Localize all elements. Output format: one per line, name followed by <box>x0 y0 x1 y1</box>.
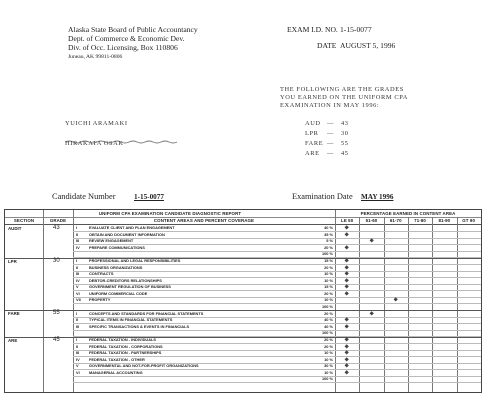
row-number: IV <box>76 244 80 250</box>
report-title: UNIFORM CPA EXAMINATION CANDIDATE DIAGNOSTIC REPORT <box>98 211 242 216</box>
content-area-name: FEDERAL TAXATION - CORPORATIONS <box>89 343 163 349</box>
coverage-percent: 40 % <box>324 225 333 230</box>
content-area-name: FEDERAL TAXATION - OTHER <box>89 356 145 362</box>
content-area-name: TYPICAL ITEMS IN FINANCIAL STATEMENTS <box>89 317 173 322</box>
coverage-percent: 100 % <box>321 251 333 256</box>
row-number: IV <box>76 277 80 283</box>
score-range-marker <box>345 291 350 296</box>
date-label: DATE <box>317 41 337 50</box>
section-grade: 30 <box>53 257 60 264</box>
coverage-percent: 20 % <box>324 337 333 342</box>
section-grade: 55 <box>53 310 60 316</box>
exam-date-label: Examination Date <box>292 192 353 201</box>
division-address: Div. of Occ. Licensing, Box 110806 <box>68 43 178 52</box>
grade-row-are: ARE — 45 <box>305 150 349 157</box>
score-range-marker <box>345 338 350 343</box>
coverage-percent: 20 % <box>324 244 333 250</box>
row-number: III <box>76 271 80 276</box>
coverage-percent: 30 % <box>324 363 333 368</box>
coverage-percent: 20 % <box>324 310 333 316</box>
row-number: III <box>76 350 80 355</box>
score-range-marker <box>345 245 350 250</box>
intro-line-2: YOU EARNED ON THE UNIFORM CPA <box>280 94 409 101</box>
grades-list <box>305 119 349 159</box>
content-area-name: FEDERAL TAXATION - INDIVIDUALS <box>89 337 157 342</box>
row-number: V <box>76 363 79 368</box>
board-name: Alaska State Board of Public Accountancy <box>68 25 198 34</box>
score-range-marker <box>345 285 350 290</box>
exam-id-value: 1-15-0077 <box>340 25 372 34</box>
candidate-address: HIRAKATA OSAK <box>65 140 124 147</box>
row-number: III <box>76 238 80 243</box>
coverage-percent: 40 % <box>324 317 333 322</box>
coverage-percent: 40 % <box>324 323 333 329</box>
content-area-name: SPECIFIC TRANSACTIONS & EVENTS IN FINANCIALS <box>89 323 190 329</box>
score-range-marker <box>345 278 350 283</box>
content-area-name: REVIEW ENGAGEMENT <box>89 238 134 243</box>
section-name: LPR <box>8 258 17 264</box>
range-header: 61-70 <box>389 218 402 223</box>
coverage-percent: 100 % <box>321 330 333 335</box>
intro-line-3: EXAMINATION IN MAY 1996: <box>280 102 380 109</box>
redacted-line <box>65 131 180 134</box>
score-range-marker <box>345 226 350 231</box>
score-range-marker <box>345 344 350 349</box>
score-range-marker <box>345 351 350 356</box>
content-area-name: PROFESSIONAL AND LEGAL RESPONSIBILITIES <box>89 258 181 263</box>
score-range-marker <box>345 265 350 270</box>
score-range-marker <box>393 298 398 303</box>
content-area-name: BUSINESS ORGANIZATIONS <box>89 264 143 270</box>
score-range-marker <box>345 318 350 323</box>
coverage-percent: 15 % <box>324 258 333 263</box>
row-number: VI <box>76 290 80 296</box>
row-number: II <box>76 264 79 270</box>
content-area-name: UNIFORM COMMERCIAL CODE <box>89 290 148 296</box>
row-number: I <box>76 310 78 316</box>
coverage-percent: 10 % <box>324 271 333 276</box>
section-header: SECTION <box>13 218 35 223</box>
section-grade: 45 <box>53 336 60 343</box>
content-area-name: PREPARE COMMUNICATIONS <box>89 244 145 250</box>
content-area-name: CONTRACTS <box>89 271 114 276</box>
exam-date-value: MAY 1996 <box>361 193 394 201</box>
score-range-marker <box>345 357 350 362</box>
score-range-marker <box>369 311 374 316</box>
percentage-title: PERCENTAGE EARNED IN CONTENT AREA <box>360 211 456 216</box>
coverage-percent: 15 % <box>324 284 333 289</box>
score-range-marker <box>345 272 350 277</box>
grade-row-aud: AUD — 43 <box>305 120 349 127</box>
range-header: 51-60 <box>365 218 378 223</box>
coverage-percent: 10 % <box>324 297 333 302</box>
row-number: II <box>76 343 79 349</box>
range-header: 71-80 <box>414 218 426 223</box>
coverage-percent: 20 % <box>324 290 333 296</box>
city-zip: Juneau, AK 99811-0806 <box>68 54 123 60</box>
row-number: I <box>76 337 78 342</box>
row-number: VI <box>76 369 80 375</box>
range-header: GT 90 <box>462 218 475 223</box>
exam-id-label: EXAM I.D. NO. <box>287 25 338 34</box>
coverage-percent: 35 % <box>324 231 333 237</box>
candidate-name: YUICHI ARAMAKI <box>65 120 128 127</box>
section-name: AUDIT <box>8 225 22 231</box>
candidate-number-label: Candidate Number <box>52 192 116 201</box>
section-name: ARE <box>8 337 18 343</box>
row-number: V <box>76 284 79 289</box>
score-range-marker <box>345 364 350 369</box>
score-range-marker <box>345 259 350 264</box>
coverage-percent: 10 % <box>324 369 333 375</box>
grade-row-fare: FARE — 55 <box>305 140 349 147</box>
coverage-percent: 20 % <box>324 264 333 270</box>
coverage-percent: 10 % <box>324 277 333 283</box>
row-number: II <box>76 231 79 237</box>
range-header: 81-90 <box>438 218 451 223</box>
section-grade: 43 <box>53 224 60 231</box>
coverage-percent: 10 % <box>324 356 333 362</box>
content-area-name: PROPERTY <box>89 297 111 302</box>
row-number: I <box>76 225 78 230</box>
row-number: I <box>76 258 78 263</box>
grade-row-lpr: LPR — 30 <box>305 130 349 137</box>
content-area-name: MANAGERIAL ACCOUNTING <box>89 369 143 375</box>
date-value: AUGUST 5, 1996 <box>340 41 396 50</box>
coverage-percent: 5 % <box>326 238 333 243</box>
row-number: IV <box>76 356 80 362</box>
score-range-marker <box>345 232 350 237</box>
score-range-marker <box>369 239 374 244</box>
content-area-name: CONCEPTS AND STANDARDS FOR FINANCIAL STATEMENTS <box>89 310 204 316</box>
content-area-name: OBTAIN AND DOCUMENT INFORMATION <box>89 231 165 237</box>
content-area-name: GOVERNMENT REGULATION OF BUSINESS <box>89 284 171 289</box>
row-number: III <box>76 323 80 329</box>
grade-header: GRADE <box>49 218 67 223</box>
row-number: II <box>76 317 79 322</box>
content-areas-header: CONTENT AREAS AND PERCENT COVERAGE <box>153 218 255 223</box>
score-range-marker <box>345 324 350 329</box>
range-header: LE 50 <box>341 218 354 223</box>
coverage-percent: 10 % <box>324 350 333 355</box>
content-area-name: DEBTOR-CREDITORS RELATIONSHIPS <box>89 277 162 283</box>
content-area-name: FEDERAL TAXATION - PARTNERSHIPS <box>89 350 162 355</box>
score-range-marker <box>345 370 350 375</box>
row-number: VII <box>76 297 81 302</box>
coverage-percent: 100 % <box>321 376 333 381</box>
content-area-name: EVALUATE CLIENT AND PLAN ENGAGEMENT <box>89 225 175 230</box>
candidate-number-value: 1-15-0077 <box>134 193 164 201</box>
intro-line-1: THE FOLLOWING ARE THE GRADES <box>280 86 404 93</box>
content-area-name: GOVERNMENTAL AND NOT-FOR-PROFIT ORGANIZATIONS <box>89 363 199 368</box>
coverage-percent: 100 % <box>321 303 333 309</box>
diagnostic-report-table <box>4 209 482 393</box>
coverage-percent: 20 % <box>324 343 333 349</box>
section-name: FARE <box>8 311 20 316</box>
department-name: Dept. of Commerce & Economic Dev. <box>68 34 185 43</box>
